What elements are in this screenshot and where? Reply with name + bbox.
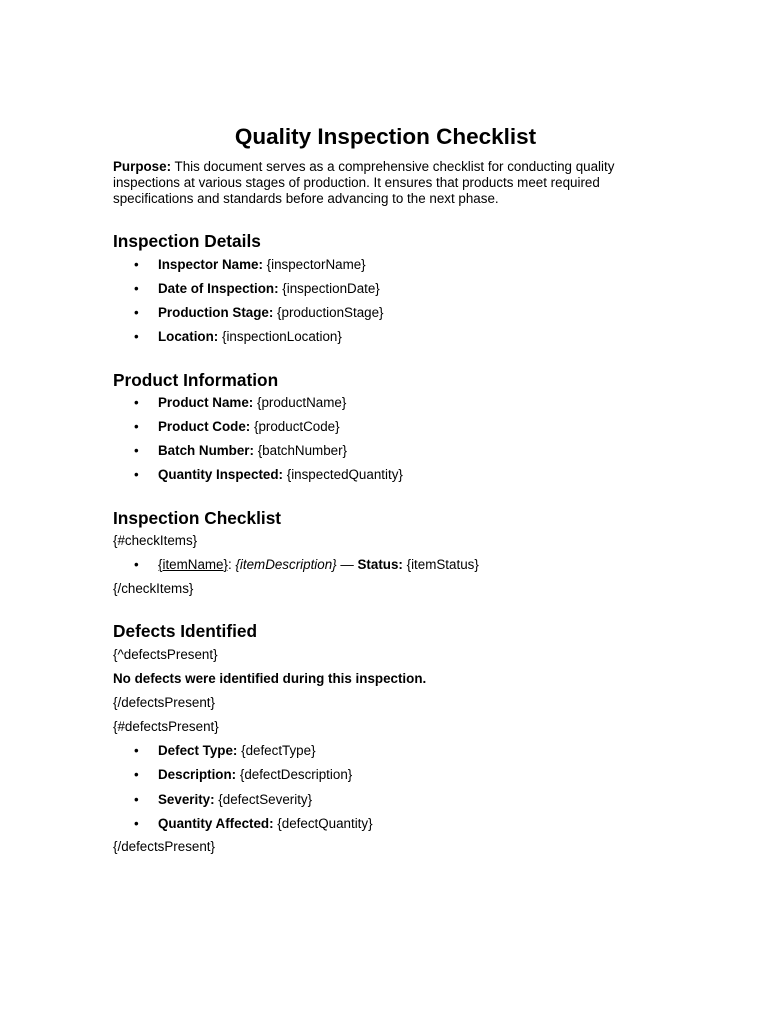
template-tag: {/defectsPresent} [113,695,215,710]
no-defects-message: No defects were identified during this inspection. [113,671,427,686]
heading-inspection-details: Inspection Details [113,231,261,251]
purpose-text: This document serves as a comprehensive checklist for conducting quality inspections at various stages of production. It ensures that products meet required specifications and standards before advancing to the next phase. [113,159,615,206]
bullet-icon: • [134,557,139,572]
field-value: {inspectedQuantity} [283,467,403,482]
field-value: {batchNumber} [253,443,348,458]
field-value: {productionStage} [273,305,384,320]
heading-inspection-checklist: Inspection Checklist [113,508,282,528]
document-title: Quality Inspection Checklist [234,124,537,149]
status-label: Status: [357,557,403,572]
heading-defects-identified: Defects Identified [113,621,258,641]
field-value: {defectDescription} [236,767,353,782]
field-value: {inspectionLocation} [218,329,342,344]
field-value: {productName} [253,395,347,410]
field-label: Quantity Affected: [158,816,274,831]
field-label: Severity: [158,792,215,807]
field-value: {productCode} [250,419,340,434]
purpose-label: Purpose: [113,159,172,174]
field-value: {inspectorName} [262,257,366,272]
purpose-paragraph [113,159,658,207]
bullet-icon: • [134,281,139,296]
field-label: Description: [158,767,237,782]
item-name: {itemName} [158,557,228,572]
status-value: {itemStatus} [402,557,479,572]
field-label: Batch Number: [158,443,254,458]
bullet-icon: • [134,419,139,434]
field-value: {defectSeverity} [214,792,313,807]
field-label: Product Name: [158,395,254,410]
template-tag: {^defectsPresent} [113,647,218,662]
field-label: Location: [158,329,219,344]
bullet-icon: • [134,395,139,410]
bullet-icon: • [134,767,139,782]
item-description: {itemDescription} [235,557,337,572]
separator: : [227,557,236,572]
dash-separator: — [336,557,358,572]
bullet-icon: • [134,816,139,831]
field-label: Inspector Name: [158,257,263,272]
bullet-icon: • [134,792,139,807]
field-label: Product Code: [158,419,251,434]
template-tag: {#checkItems} [113,533,198,548]
field-label: Production Stage: [158,305,274,320]
field-label: Quantity Inspected: [158,467,283,482]
field-label: Defect Type: [158,743,238,758]
heading-product-information: Product Information [113,370,279,390]
template-tag: {/defectsPresent} [113,839,215,854]
field-label: Date of Inspection: [158,281,279,296]
template-tag: {/checkItems} [113,581,194,596]
bullet-icon: • [134,257,139,272]
template-tag: {#defectsPresent} [113,719,219,734]
bullet-icon: • [134,443,139,458]
field-value: {defectQuantity} [273,816,373,831]
field-value: {defectType} [237,743,316,758]
bullet-icon: • [134,743,139,758]
bullet-icon: • [134,305,139,320]
bullet-icon: • [134,467,139,482]
field-value: {inspectionDate} [278,281,380,296]
bullet-icon: • [134,329,139,344]
